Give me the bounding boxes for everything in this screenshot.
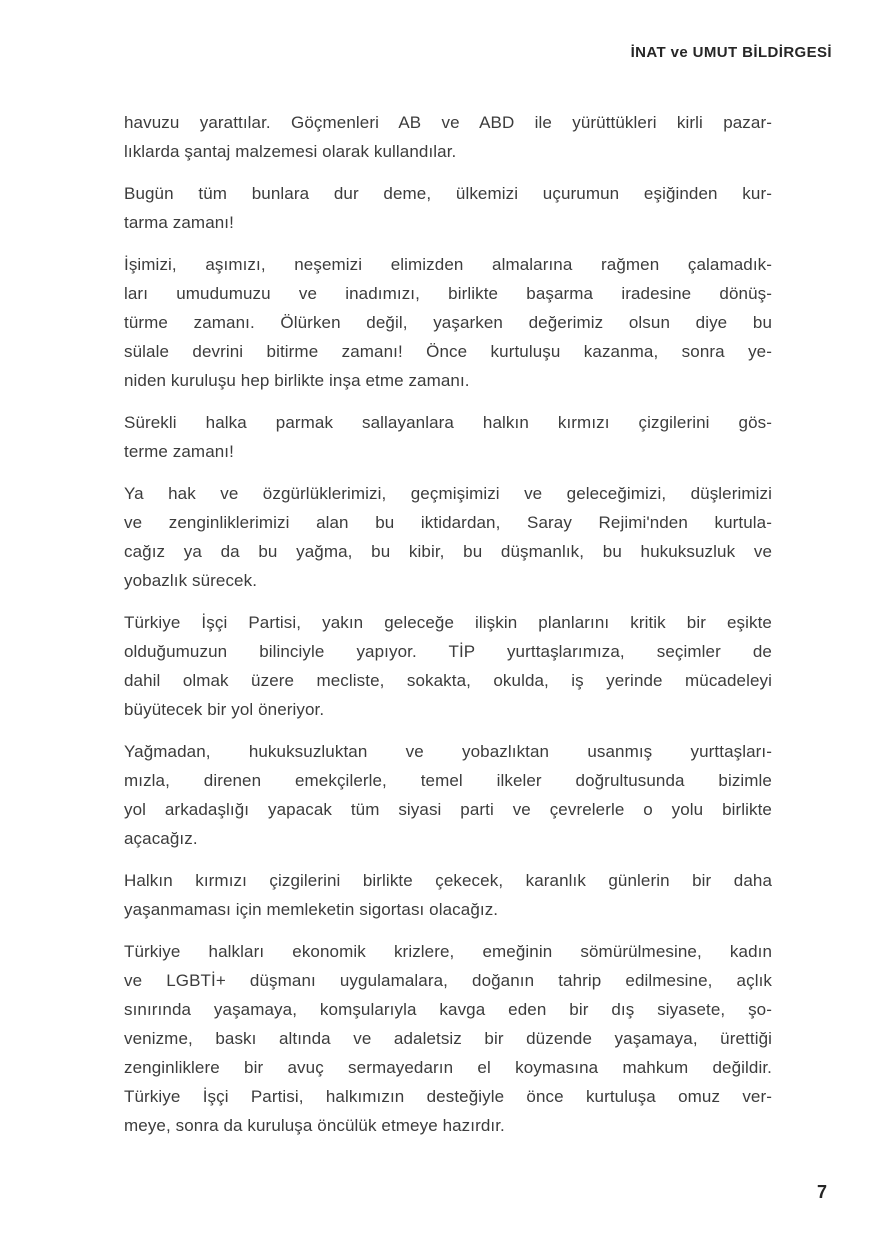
text-line: Yağmadan, hukuksuzluktan ve yobazlıktan usanmış yurttaşları- <box>124 742 772 761</box>
text-line: Sürekli halka parmak sallayanlara halkın kırmızı çizgilerini gös- <box>124 413 772 432</box>
paragraph <box>124 608 772 724</box>
text-line: yobazlık sürecek. <box>124 571 258 590</box>
text-line: İşimizi, aşımızı, neşemizi elimizden almalarına rağmen çalamadık- <box>124 255 772 274</box>
text-line: zenginliklere bir avuç sermayedarın el koymasına mahkum değildir. <box>124 1058 772 1077</box>
text-line: Türkiye halkları ekonomik krizlere, emeğinin sömürülmesine, kadın <box>124 942 772 961</box>
text-line: lıklarda şantaj malzemesi olarak kullandılar. <box>124 142 457 161</box>
text-line: açacağız. <box>124 829 198 848</box>
text-line: havuzu yarattılar. Göçmenleri AB ve ABD ile yürüttükleri kirli pazar- <box>124 113 772 132</box>
text-line: sınırında yaşamaya, komşularıyla kavga eden bir dış siyasete, şo- <box>124 1000 772 1019</box>
text-line: yol arkadaşlığı yapacak tüm siyasi parti ve çevrelerle o yolu birlikte <box>124 800 772 819</box>
text-line: yaşanmaması için memleketin sigortası olacağız. <box>124 900 499 919</box>
paragraph <box>124 179 772 237</box>
paragraph <box>124 737 772 853</box>
text-line: türme zamanı. Ölürken değil, yaşarken değerimiz olsun diye bu <box>124 313 772 332</box>
text-line: olduğumuzun bilinciyle yapıyor. TİP yurttaşlarımıza, seçimler de <box>124 642 772 661</box>
paragraph <box>124 250 772 395</box>
paragraph <box>124 866 772 924</box>
page-number: 7 <box>816 1182 827 1202</box>
paragraph <box>124 479 772 595</box>
text-line: ve zenginliklerimizi alan bu iktidardan, Saray Rejimi'nden kurtula- <box>124 513 772 532</box>
paragraph <box>124 108 772 166</box>
text-line: dahil olmak üzere mecliste, sokakta, okulda, iş yerinde mücadeleyi <box>124 671 772 690</box>
text-line: venizme, baskı altında ve adaletsiz bir düzende yaşamaya, ürettiği <box>124 1029 772 1048</box>
text-line: Türkiye İşçi Partisi, halkımızın desteğiyle önce kurtuluşa omuz ver- <box>124 1087 772 1106</box>
text-line: Halkın kırmızı çizgilerini birlikte çekecek, karanlık günlerin bir daha <box>124 871 772 890</box>
text-line: cağız ya da bu yağma, bu kibir, bu düşmanlık, bu hukuksuzluk ve <box>124 542 772 561</box>
text-line: tarma zamanı! <box>124 213 234 232</box>
text-line: Türkiye İşçi Partisi, yakın geleceğe ilişkin planlarını kritik bir eşikte <box>124 613 772 632</box>
running-header: İNAT ve UMUT BİLDİRGESİ <box>630 44 832 61</box>
paragraph <box>124 408 772 466</box>
text-line: ve LGBTİ+ düşmanı uygulamalara, doğanın tahrip edilmesine, açlık <box>124 971 772 990</box>
text-line: büyütecek bir yol öneriyor. <box>124 700 325 719</box>
text-line: Bugün tüm bunlara dur deme, ülkemizi uçurumun eşiğinden kur- <box>124 184 772 203</box>
text-line: terme zamanı! <box>124 442 234 461</box>
body-text <box>124 108 772 1153</box>
text-line: mızla, direnen emekçilerle, temel ilkeler doğrultusunda bizimle <box>124 771 772 790</box>
paragraph <box>124 937 772 1140</box>
text-line: sülale devrini bitirme zamanı! Önce kurtuluşu kazanma, sonra ye- <box>124 342 772 361</box>
text-line: meye, sonra da kuruluşa öncülük etmeye hazırdır. <box>124 1116 505 1135</box>
text-line: niden kuruluşu hep birlikte inşa etme zamanı. <box>124 371 470 390</box>
text-line: Ya hak ve özgürlüklerimizi, geçmişimizi ve geleceğimizi, düşlerimizi <box>124 484 772 503</box>
text-line: ları umudumuzu ve inadımızı, birlikte başarma iradesine dönüş- <box>124 284 772 303</box>
